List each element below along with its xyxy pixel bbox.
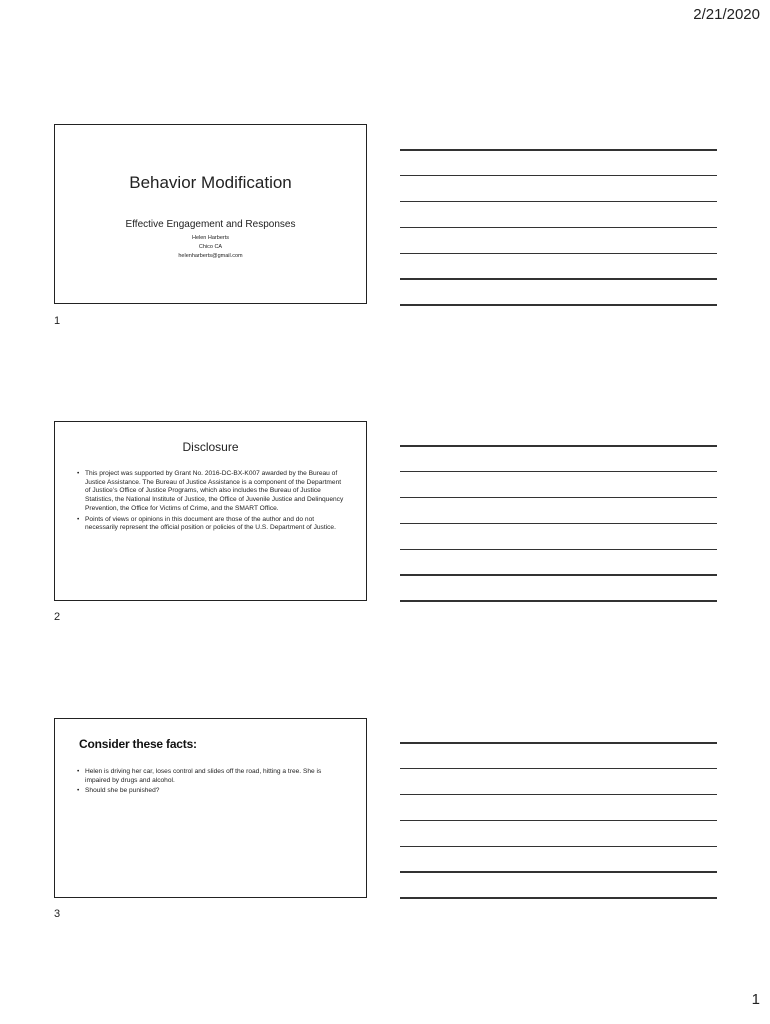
note-line [400,846,717,848]
slide-2-title: Disclosure [182,440,239,454]
slide-3-notes-lines [400,742,717,923]
slide-1-email: helenharberts@gmail.com [178,253,243,259]
slide-3-title: Consider these facts: [79,737,197,751]
slide-1-title: Behavior Modification [129,173,292,192]
slide-2-thumbnail [54,421,367,601]
slide-2-number: 2 [54,611,61,623]
slide-1-location: Chico CA [198,244,223,250]
note-line [400,497,717,499]
slide-3-bullet: • Helen is driving her car, loses control and slides off the road, hitting a tree. She is impaired by drugs and alcohol. [77,768,348,785]
note-line [400,897,717,899]
note-line [400,574,717,576]
slide-3-number: 3 [54,908,61,920]
note-line [400,471,717,473]
note-line [400,549,717,551]
note-line [400,253,717,255]
slide-2-bullet-list [77,470,348,535]
slide-3-thumbnail [54,718,367,898]
slide-1-notes-lines [400,149,717,330]
note-line [400,768,717,770]
slide-1-subtitle: Effective Engagement and Responses [125,219,296,230]
note-line [400,871,717,873]
note-line [400,227,717,229]
note-line [400,600,717,602]
slide-1-number: 1 [54,315,61,327]
note-line [400,820,717,822]
note-line [400,742,717,744]
note-line [400,149,717,151]
note-line [400,445,717,447]
note-line [400,304,717,306]
slide-1-author: Helen Harberts [192,235,229,241]
note-line [400,175,717,177]
page-number: 1 [751,991,760,1008]
note-line [400,278,717,280]
note-line [400,794,717,796]
slide-3-bullet-list [77,768,348,798]
slide-2-bullet: • This project was supported by Grant No. 2016-DC-BX-K007 awarded by the Bureau of Justice Assistance. The Bureau of Justice Assistance is a component of the Department of Justice’s Office of Justice Programs, which also includes the Bureau of Justice Statistics, the National Institute of Justice, the Office of Juvenile Justice and Delinquency Prevention, the Office for Victims of Crime, and the SMART Office. [77,470,348,514]
slide-1-thumbnail [54,124,367,304]
note-line [400,201,717,203]
slide-2-bullet: • Points of views or opinions in this document are those of the author and do not necessarily represent the official position or policies of the U.S. Department of Justice. [77,516,348,533]
slide-2-notes-lines [400,445,717,626]
slide-3-bullet: • Should she be punished? [77,787,348,796]
note-line [400,523,717,525]
date-header: 2/21/2020 [693,6,760,23]
